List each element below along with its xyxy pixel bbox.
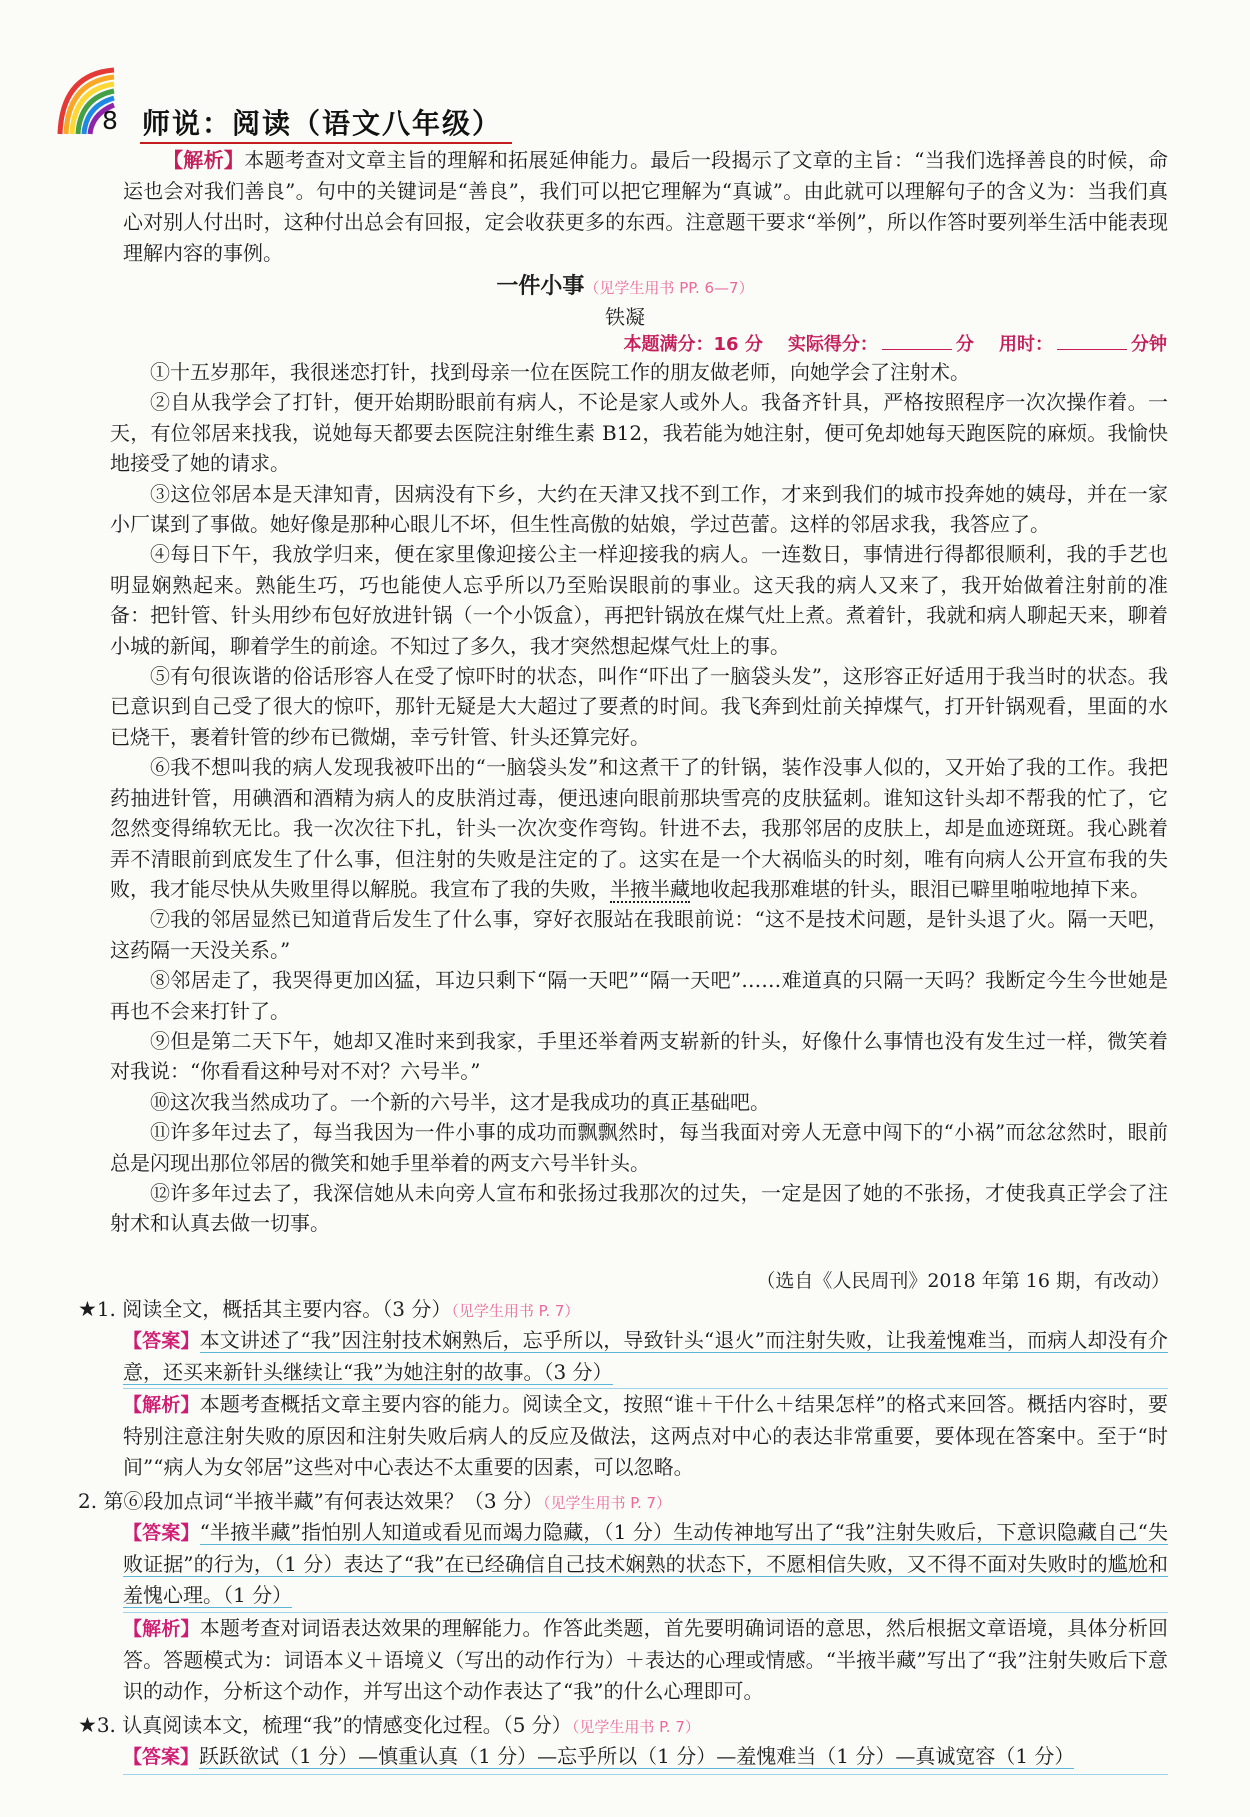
running-title: 师说：阅读（语文八年级）	[142, 107, 503, 140]
analysis-label: 【解析】	[123, 1394, 200, 1416]
question-1	[78, 1294, 1173, 1327]
intro-analysis	[123, 145, 1168, 269]
analysis-1	[123, 1389, 1168, 1483]
paragraph: ③这位邻居本是天津知青，因病没有下乡，大约在天津又找不到工作，才来到我们的城市投奔她的姨母，并在一家小厂谋到了事做。她好像是那种心眼儿不坏，但生性高傲的姑娘，学过芭蕾。这样的邻居求我，我答应了。	[110, 481, 1168, 537]
answer-text: 本文讲述了“我”因注射技术娴熟后，忘乎所以，导致针头“退火”而注射失败，让我羞愧难当，而病人却没有介意，还买来新针头继续让“我”为她注射的故事。（3 分）	[123, 1328, 1168, 1384]
score-unit: 分	[955, 334, 974, 355]
analysis-text: 本题考查对文章主旨的理解和拓展延伸能力。最后一段揭示了文章的主旨：“当我们选择善良的时候，命运也会对我们善良”。句中的关键词是“善良”，我们可以把它理解为“真诚”。由此就可以理解句子的含义为：当我们真心对别人付出时，这种付出总会有回报，定会收获更多的东西。注意题干要求“举例”，所以作答时要列举生活中能表现理解内容的事例。	[123, 148, 1169, 265]
answer-1	[123, 1325, 1168, 1388]
score-actual-label: 实际得分：	[787, 334, 878, 355]
question-2	[78, 1486, 1173, 1519]
answer-text: “半掖半藏”指怕别人知道或看见而竭力隐藏，（1 分）生动传神地写出了“我”注射失败后，下意识隐藏自己“失败证据”的行为，（1 分）表达了“我”在已经确信自己技术娴熟的状态下，不愿相信失败，又不得不面对失败时的尴尬和羞愧心理。（1 分）	[123, 1520, 1168, 1607]
page-number: 8	[102, 106, 118, 135]
header-underline	[140, 142, 512, 144]
time-blank[interactable]	[1057, 331, 1127, 350]
score-actual-blank[interactable]	[882, 331, 952, 350]
answer-label: 【答案】	[123, 1522, 200, 1544]
answer-2	[123, 1517, 1168, 1611]
paragraph: ⑪许多年过去了，每当我因为一件小事的成功而飘飘然时，每当我面对旁人无意中闯下的“小祸”而忿忿然时，眼前总是闪现出那位邻居的微笑和她手里举着的两支六号半针头。	[110, 1120, 1168, 1175]
analysis-label: 【解析】	[163, 148, 245, 172]
question-text: 1. 阅读全文，概括其主要内容。（3 分）	[96, 1297, 452, 1321]
paragraph: ④每日下午，我放学归来，便在家里像迎接公主一样迎接我的病人。一连数日，事情进行得都很顺利，我的手艺也明显娴熟起来。熟能生巧，巧也能使人忘乎所以乃至贻误眼前的事业。这天我的病人又来了，我开始做着注射前的准备：把针管、针头用纱布包好放进针锅（一个小饭盒），再把针锅放在煤气灶上煮。煮着针，我就和病人聊起天来，聊着小城的新闻，聊着学生的前途。不知过了多久，我才突然想起煤气灶上的事。	[110, 542, 1168, 658]
analysis-text: 本题考查对词语表达效果的理解能力。作答此类题，首先要明确词语的意思，然后根据文章语境，具体分析回答。答题模式为：词语本义＋语境义（写出的动作行为）＋表达的心理或情感。“半掖半藏”写出了“我”注射失败后下意识的动作，分析这个动作，并写出这个动作表达了“我”的什么心理即可。	[123, 1616, 1168, 1703]
paragraph: ⑧邻居走了，我哭得更加凶猛，耳边只剩下“隔一天吧”“隔一天吧”……难道真的只隔一天吗？我断定今生今世她是再也不会来打针了。	[110, 968, 1168, 1023]
question-3	[78, 1710, 1173, 1743]
paragraph: ⑤有句很诙谐的俗话形容人在受了惊吓时的状态，叫作“吓出了一脑袋头发”，这形容正好适用于我当时的状态。我已意识到自己受了很大的惊吓，那针无疑是大大超过了要煮的时间。我飞奔到灶前关掉煤气，打开针锅观看，里面的水已烧干，裹着针管的纱布已微煳，幸亏针管、针头还算完好。	[110, 664, 1168, 749]
paragraph: ⑩这次我当然成功了。一个新的六号半，这才是我成功的真正基础吧。	[150, 1089, 770, 1114]
p6-text-end: 地收起我那难堪的针头，眼泪已噼里啪啦地掉下来。	[690, 876, 1150, 901]
time-label: 用时：	[999, 334, 1053, 355]
article-body	[110, 357, 1168, 1239]
question-note: （见学生用书 P. 7）	[542, 1494, 672, 1512]
question-note: （见学生用书 P. 7）	[571, 1718, 700, 1736]
answer-3	[123, 1741, 1168, 1773]
question-text: 3. 认真阅读本文，梳理“我”的情感变化过程。（5 分）	[96, 1713, 572, 1737]
p6-text: ⑥我不想叫我的病人发现我被吓出的“一脑袋头发”和这煮干了的针锅，装作没事人似的，又开始了我的工作。我把药抽进针管，用碘酒和酒精为病人的皮肤消过毒，便迅速向眼前那块雪亮的皮肤猛刺。谁知这针头却不帮我的忙了，它忽然变得绵软无比。我一次次往下扎，针头一次次变作弯钩。针进不去，我那邻居的皮肤上，却是血迹斑斑。我心跳着弄不清眼前到底发生了什么事，但注射的失败是注定的了。这实在是一个大祸临头的时刻，唯有向病人公开宣布我的失败，我才能尽快从失败里得以解脱。我宣布了我的失败，	[110, 755, 1168, 901]
star-icon: ★	[78, 1713, 97, 1737]
article-source: （选自《人民周刊》2018 年第 16 期，有改动）	[756, 1270, 1170, 1292]
score-full: 本题满分：16 分	[623, 334, 763, 355]
paragraph: ⑨但是第二天下午，她却又准时来到我家，手里还举着两支崭新的针头，好像什么事情也没有发生过一样，微笑着对我说：“你看看这种号对不对？六号半。”	[110, 1028, 1168, 1084]
dotted-word: 半掖半藏	[610, 876, 690, 901]
star-icon: ★	[78, 1297, 97, 1321]
answer-label: 【答案】	[123, 1330, 200, 1352]
score-bar	[624, 330, 1167, 356]
answer-text: 跃跃欲试（1 分）—慎重认真（1 分）—忘乎所以（1 分）—羞愧难当（1 分）—真诚宽容（1 分）	[199, 1744, 1075, 1768]
article-title	[0, 269, 1250, 300]
title-text: 一件小事	[496, 274, 585, 299]
paragraph: ⑦我的邻居显然已知道背后发生了什么事，穿好衣服站在我眼前说：“这不是技术问题，是针头退了火。隔一天吧，这药隔一天没关系。”	[110, 907, 1168, 962]
analysis-text: 本题考查概括文章主要内容的能力。阅读全文，按照“谁＋干什么＋结果怎样”的格式来回答。概括内容时，要特别注意注射失败的原因和注射失败后病人的反应及做法，这两点对中心的表达非常重要，要体现在答案中。至于“时间”“病人为女邻居”这些对中心表达不太重要的因素，可以忽略。	[123, 1392, 1168, 1479]
paragraph: ②自从我学会了打针，便开始期盼眼前有病人，不论是家人或外人。我备齐针具，严格按照程序一次次操作着。一天，有位邻居来找我，说她每天都要去医院注射维生素 B12，我若能为她注射，便可免却她每天跑医院的麻烦。我愉快地接受了她的请求。	[110, 390, 1168, 476]
paragraph: ⑫许多年过去了，我深信她从未向旁人宣布和张扬过我那次的过失，一定是因了她的不张扬，才使我真正学会了注射术和认真去做一切事。	[110, 1180, 1168, 1236]
title-reference-note: （见学生用书 PP. 6—7）	[584, 279, 754, 297]
paragraph	[110, 752, 1168, 904]
article-author: 铁凝	[605, 305, 645, 329]
question-note: （见学生用书 P. 7）	[451, 1302, 580, 1320]
divider	[123, 1774, 1168, 1775]
time-unit: 分钟	[1131, 334, 1167, 355]
answer-label: 【答案】	[123, 1746, 200, 1768]
page-header	[52, 50, 1202, 140]
paragraph: ①十五岁那年，我很迷恋打针，找到母亲一位在医院工作的朋友做老师，向她学会了注射术。	[150, 360, 970, 384]
question-text: 2. 第⑥段加点词“半掖半藏”有何表达效果？（3 分）	[78, 1489, 543, 1513]
analysis-2	[123, 1613, 1168, 1707]
analysis-label: 【解析】	[123, 1618, 200, 1640]
